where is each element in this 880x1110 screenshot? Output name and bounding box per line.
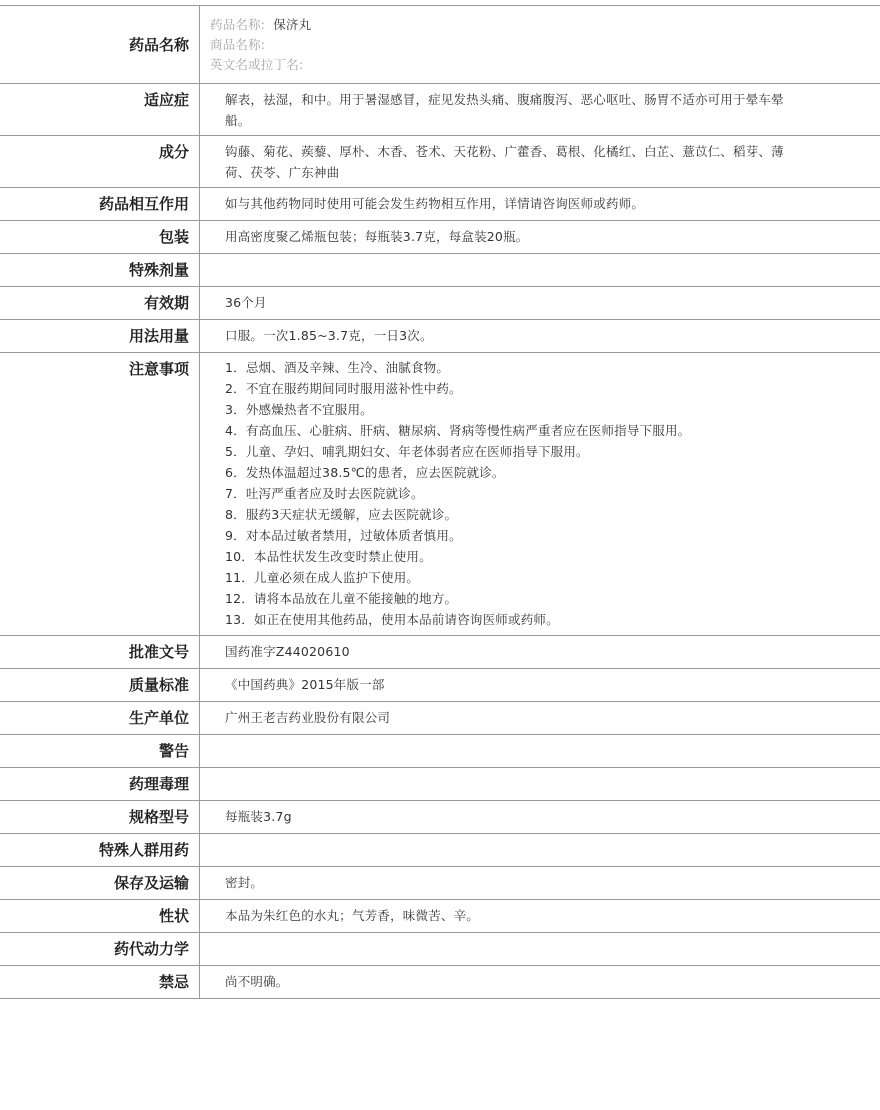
trade-name-line [210, 35, 870, 55]
row-value: 口服。一次1.85~3.7克，一日3次。 [225, 328, 433, 343]
row-packaging [0, 221, 880, 254]
drug-info-table [0, 5, 880, 999]
row-value: 尚不明确。 [225, 974, 289, 989]
row-value [200, 735, 880, 767]
row-special-populations [0, 834, 880, 867]
list-item: 12．请将本品放在儿童不能接触的地方。 [225, 591, 458, 606]
row-label: 药理毒理 [0, 768, 200, 800]
row-label: 生产单位 [0, 702, 200, 734]
row-label: 保存及运输 [0, 867, 200, 899]
row-label: 适应症 [0, 84, 200, 135]
row-label: 用法用量 [0, 320, 200, 352]
row-label: 规格型号 [0, 801, 200, 833]
row-label: 药代动力学 [0, 933, 200, 965]
row-label: 禁忌 [0, 966, 200, 998]
list-item: 13．如正在使用其他药品，使用本品前请咨询医师或药师。 [225, 612, 559, 627]
row-value: 解表，祛湿，和中。用于暑湿感冒，症见发热头痛、腹痛腹泻、恶心呕吐、肠胃不适亦可用于晕车晕船。 [225, 92, 784, 128]
drug-name-cell [200, 6, 880, 83]
list-item: 2．不宜在服药期间同时服用滋补性中药。 [225, 381, 462, 396]
row-value: 36个月 [225, 295, 267, 310]
row-value: 如与其他药物同时使用可能会发生药物相互作用，详情请咨询医师或药师。 [225, 196, 645, 211]
row-label: 有效期 [0, 287, 200, 319]
row-shelf-life [0, 287, 880, 320]
row-value: 每瓶装3.7g [225, 809, 292, 824]
row-label: 特殊人群用药 [0, 834, 200, 866]
row-label: 注意事项 [0, 353, 200, 635]
row-warning [0, 735, 880, 768]
row-value: 钩藤、菊花、蒺藜、厚朴、木香、苍术、天花粉、广藿香、葛根、化橘红、白芷、薏苡仁、稻芽、薄荷、茯苓、广东神曲 [225, 144, 784, 180]
list-item: 10．本品性状发生改变时禁止使用。 [225, 549, 432, 564]
row-approval-number [0, 636, 880, 669]
row-interactions [0, 188, 880, 221]
list-item: 7．吐泻严重者应及时去医院就诊。 [225, 486, 424, 501]
row-label: 批准文号 [0, 636, 200, 668]
row-label: 性状 [0, 900, 200, 932]
row-label: 包装 [0, 221, 200, 253]
row-label: 警告 [0, 735, 200, 767]
row-value: 本品为朱红色的水丸；气芳香，味微苦、辛。 [225, 908, 480, 923]
list-item: 11．儿童必须在成人监护下使用。 [225, 570, 420, 585]
list-item: 1．忌烟、酒及辛辣、生冷、油腻食物。 [225, 360, 450, 375]
list-item: 8．服药3天症状无缓解，应去医院就诊。 [225, 507, 458, 522]
precautions-list [200, 353, 880, 635]
row-value: 《中国药典》2015年版一部 [225, 677, 385, 692]
row-contraindications [0, 966, 880, 999]
row-label: 成分 [0, 136, 200, 187]
list-item: 5．儿童、孕妇、哺乳期妇女、年老体弱者应在医师指导下服用。 [225, 444, 589, 459]
generic-name-line [210, 15, 870, 35]
row-special-dosage [0, 254, 880, 287]
list-item: 9．对本品过敏者禁用，过敏体质者慎用。 [225, 528, 462, 543]
row-ingredients [0, 136, 880, 188]
row-value [200, 254, 880, 286]
generic-name-key: 药品名称: [210, 17, 266, 32]
row-quality-standard [0, 669, 880, 702]
list-item: 4．有高血压、心脏病、肝病、糖尿病、肾病等慢性病严重者应在医师指导下服用。 [225, 423, 691, 438]
row-label: 质量标准 [0, 669, 200, 701]
row-manufacturer [0, 702, 880, 735]
row-value: 密封。 [225, 875, 264, 890]
row-pharmacokinetics [0, 933, 880, 966]
english-name-line [210, 55, 870, 75]
row-precautions [0, 353, 880, 636]
row-label: 药品相互作用 [0, 188, 200, 220]
row-value [200, 834, 880, 866]
row-storage [0, 867, 880, 900]
list-item: 3．外感燥热者不宜服用。 [225, 402, 373, 417]
row-value: 广州王老吉药业股份有限公司 [225, 710, 391, 725]
generic-name-value: 保济丸 [273, 17, 312, 32]
row-label: 特殊剂量 [0, 254, 200, 286]
trade-name-key: 商品名称: [210, 37, 266, 52]
row-value [200, 768, 880, 800]
row-pharmacology [0, 768, 880, 801]
row-specification [0, 801, 880, 834]
row-dosage [0, 320, 880, 353]
row-description [0, 900, 880, 933]
row-indications [0, 84, 880, 136]
row-value: 国药准字Z44020610 [225, 644, 350, 659]
row-value [200, 933, 880, 965]
row-value: 用高密度聚乙烯瓶包装；每瓶装3.7克，每盒装20瓶。 [225, 229, 529, 244]
list-item: 6．发热体温超过38.5℃的患者，应去医院就诊。 [225, 465, 505, 480]
row-drug-name [0, 6, 880, 84]
english-name-key: 英文名或拉丁名: [210, 57, 304, 72]
row-label: 药品名称 [0, 6, 200, 83]
